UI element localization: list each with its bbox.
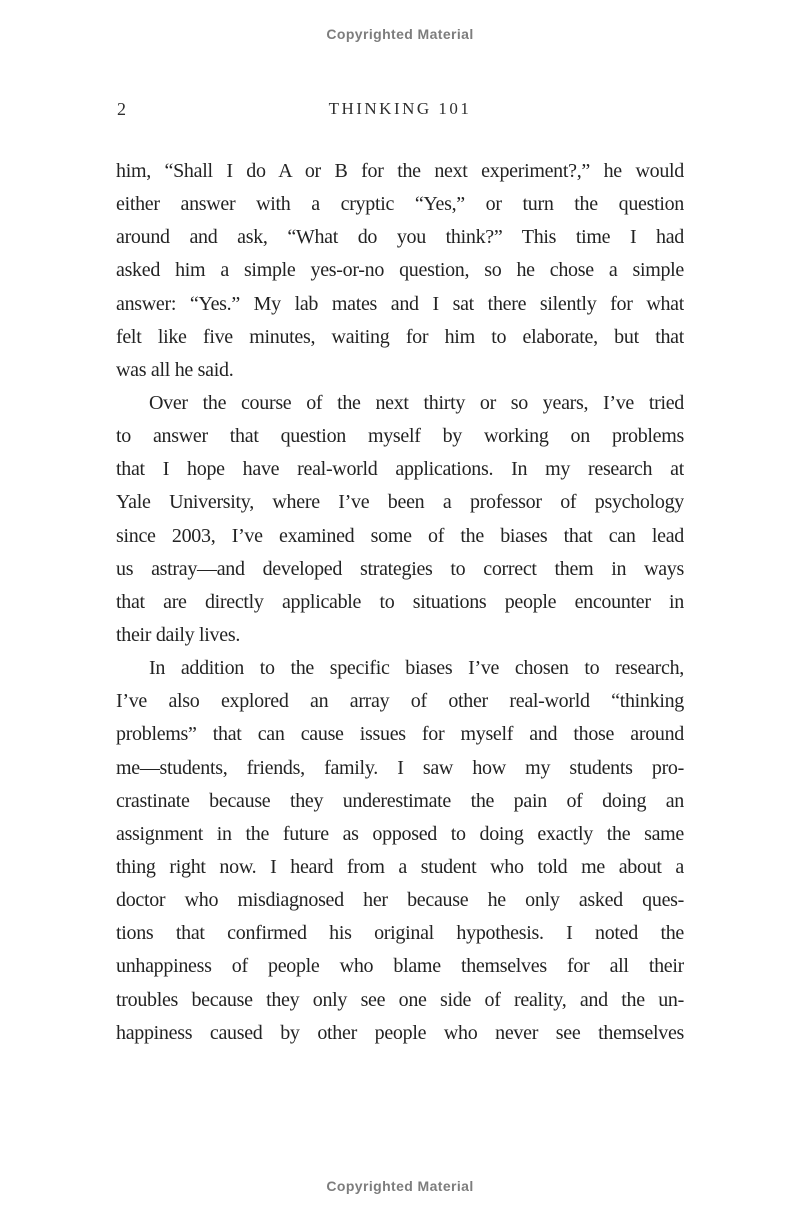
text-line: that I hope have real-world applications. In my research at	[116, 458, 684, 481]
copyright-notice-top: Copyrighted Material	[326, 26, 474, 42]
text-line: around and ask, “What do you think?” This time I had	[116, 226, 684, 249]
text-line: assignment in the future as opposed to doing exactly the same	[116, 822, 684, 845]
text-line: to answer that question myself by working on problems	[116, 425, 684, 448]
text-line: unhappiness of people who blame themselves for all their	[116, 955, 684, 978]
text-line: was all he said.	[116, 358, 234, 381]
paragraph	[116, 155, 684, 387]
text-line: their daily lives.	[116, 623, 241, 646]
text-line: I’ve also explored an array of other real-world “thinking	[116, 690, 684, 713]
text-line: us astray—and developed strategies to correct them in ways	[116, 557, 684, 580]
text-line: happiness caused by other people who never see themselves	[116, 1021, 684, 1044]
running-title: THINKING 101	[328, 99, 472, 118]
text-line: crastinate because they underestimate the pain of doing an	[116, 789, 684, 812]
text-line: thing right now. I heard from a student who told me about a	[116, 855, 684, 878]
text-line: him, “Shall I do A or B for the next experiment?,” he would	[116, 160, 684, 182]
page-number: 2	[117, 99, 126, 119]
text-line: Yale University, where I’ve been a professor of psychology	[116, 491, 684, 514]
text-line: since 2003, I’ve examined some of the biases that can lead	[116, 524, 684, 547]
text-line: answer: “Yes.” My lab mates and I sat there silently for what	[116, 292, 684, 315]
paragraph	[116, 387, 684, 652]
text-line: In addition to the specific biases I’ve chosen to research,	[149, 657, 684, 680]
text-line: felt like five minutes, waiting for him to elaborate, but that	[116, 325, 684, 348]
text-line: Over the course of the next thirty or so years, I’ve tried	[149, 391, 684, 414]
text-line: either answer with a cryptic “Yes,” or turn the question	[116, 193, 684, 216]
text-line: problems” that can cause issues for myself and those around	[116, 723, 684, 746]
text-line: troubles because they only see one side of reality, and the un-	[116, 988, 684, 1011]
text-line: doctor who misdiagnosed her because he only asked ques-	[116, 889, 684, 912]
text-line: tions that confirmed his original hypothesis. I noted the	[116, 922, 684, 945]
text-line: that are directly applicable to situations people encounter in	[116, 590, 684, 613]
running-header	[0, 99, 800, 123]
paragraph	[116, 652, 684, 1050]
text-line: me—students, friends, family. I saw how my students pro-	[116, 756, 684, 779]
text-line: asked him a simple yes-or-no question, so he chose a simple	[116, 259, 684, 282]
copyright-notice-bottom: Copyrighted Material	[326, 1178, 474, 1194]
body-text	[116, 155, 684, 1050]
